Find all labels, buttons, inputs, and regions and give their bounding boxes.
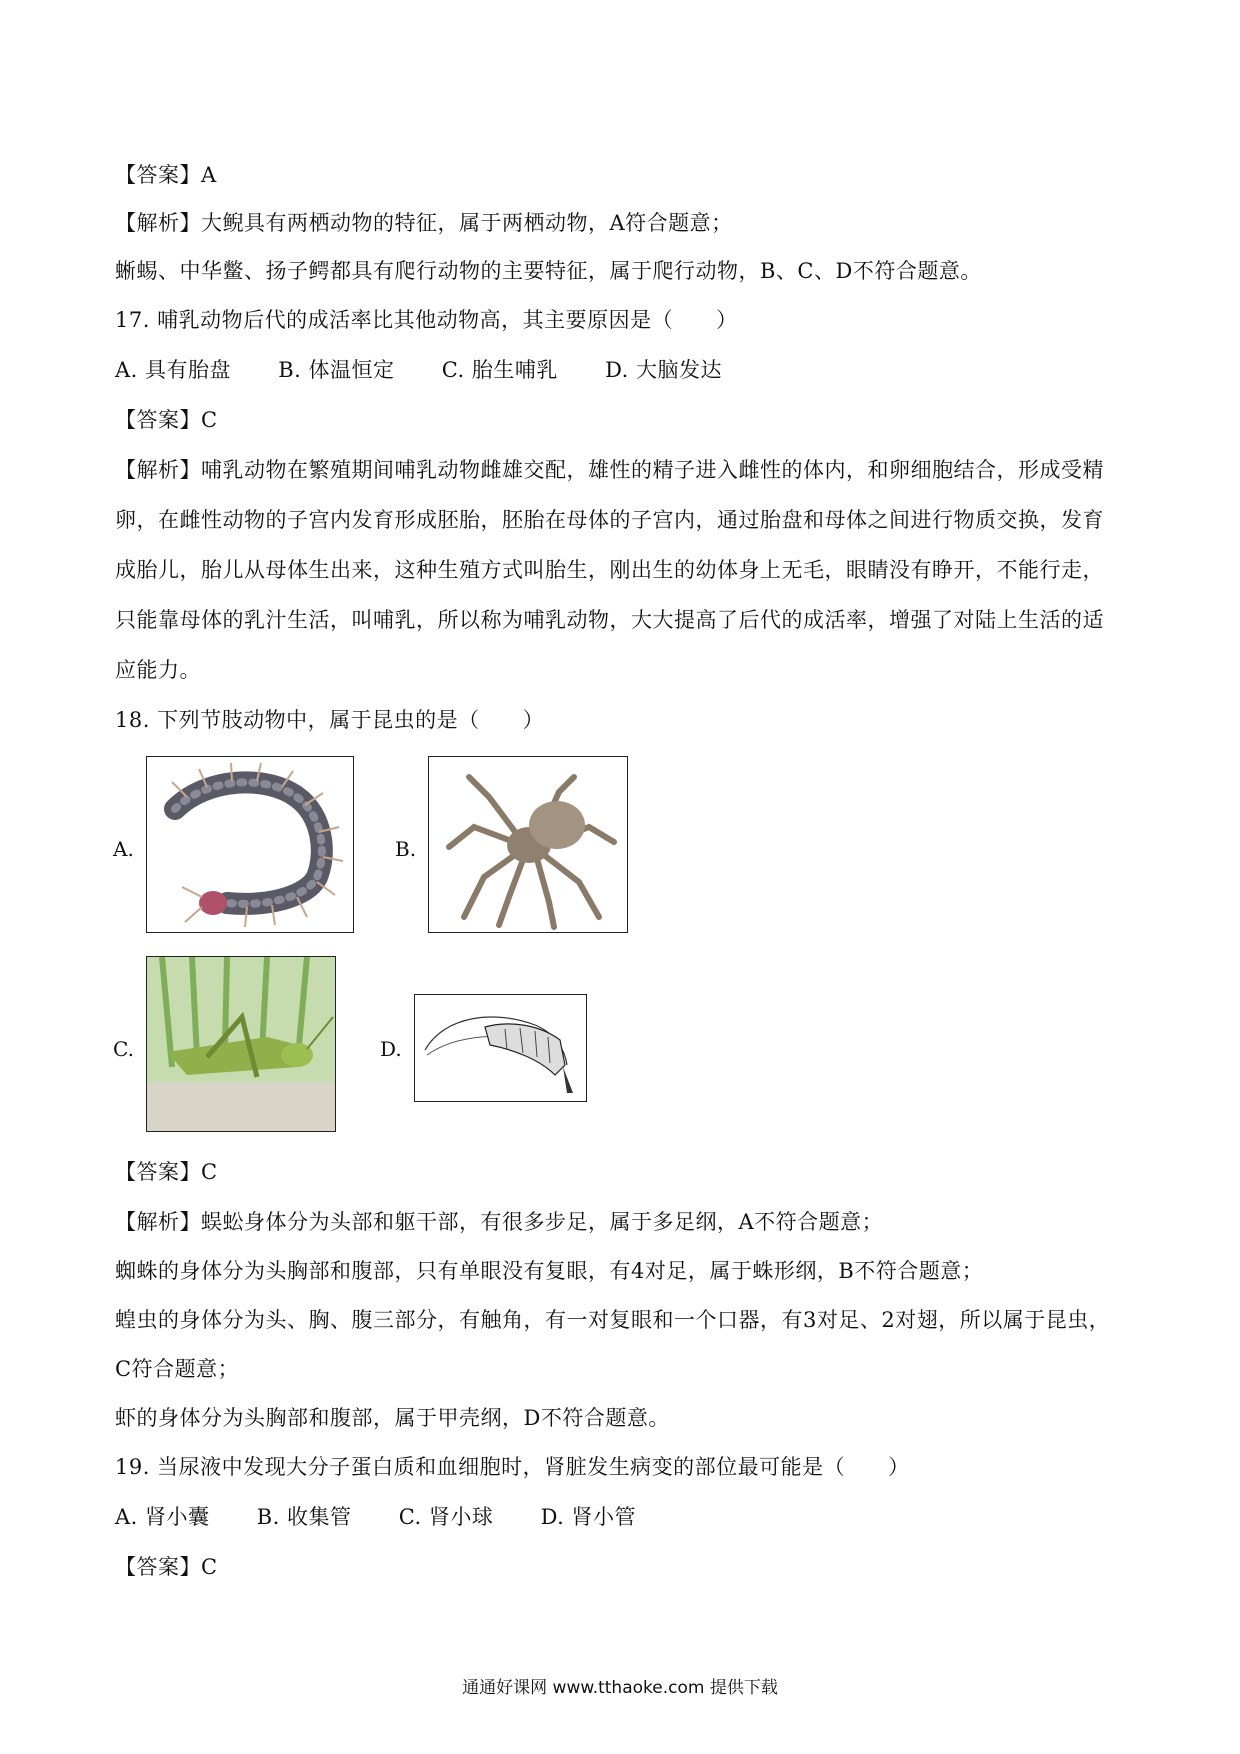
answer-q19: 【答案】C — [115, 1555, 218, 1579]
q17-option-d: D. 大脑发达 — [605, 358, 723, 382]
q19-option-a: A. 肾小囊 — [115, 1505, 210, 1529]
q18-option-b-label: B. — [395, 837, 417, 861]
analysis-q18-line2: 蜘蛛的身体分为头胸部和腹部，只有单眼没有复眼，有4对足，属于蛛形纲，B不符合题意； — [115, 1259, 984, 1283]
answer-q18: 【答案】C — [115, 1160, 218, 1184]
grasshopper-image — [146, 956, 336, 1132]
shrimp-icon — [415, 995, 586, 1101]
analysis-q18-line5: 虾的身体分为头胸部和腹部，属于甲壳纲，D不符合题意。 — [115, 1406, 670, 1430]
question-17-stem: 17. 哺乳动物后代的成活率比其他动物高，其主要原因是（ ） — [115, 308, 738, 332]
q17-option-b: B. 体温恒定 — [278, 358, 395, 382]
analysis-q18-line3: 蝗虫的身体分为头、胸、腹三部分，有触角，有一对复眼和一个口器，有3对足、2对翅，所以属于昆虫， — [115, 1308, 1111, 1332]
q18-option-a-label: A. — [113, 837, 134, 861]
page-footer: 通通好课网 www.tthaoke.com 提供下载 — [462, 1678, 778, 1698]
analysis-q18-line4: C符合题意； — [115, 1357, 240, 1381]
answer-q17: 【答案】C — [115, 408, 218, 432]
q19-option-d: D. 肾小管 — [540, 1505, 637, 1529]
spider-icon — [429, 757, 627, 932]
centipede-image — [146, 756, 354, 933]
analysis-q17-line2: 卵，在雌性动物的子宫内发育形成胚胎，胚胎在母体的子宫内，通过胎盘和母体之间进行物质交换，发育 — [115, 508, 1104, 532]
question-18-stem: 18. 下列节肢动物中，属于昆虫的是（ ） — [115, 708, 545, 732]
spider-image — [428, 756, 628, 933]
analysis-q16-line2: 蜥蜴、中华鳖、扬子鳄都具有爬行动物的主要特征，属于爬行动物，B、C、D不符合题意。 — [115, 259, 982, 283]
answer-q16: 【答案】A — [115, 163, 217, 187]
analysis-q16-line1: 【解析】大鲵具有两栖动物的特征，属于两栖动物，A符合题意； — [115, 211, 733, 235]
shrimp-image — [414, 994, 587, 1102]
analysis-q17-line1: 【解析】哺乳动物在繁殖期间哺乳动物雌雄交配，雄性的精子进入雌性的体内，和卵细胞结合，形成受精 — [115, 458, 1104, 482]
question-19-options — [115, 1502, 676, 1532]
q17-option-c: C. 胎生哺乳 — [441, 358, 558, 382]
q17-option-a: A. 具有胎盘 — [115, 358, 232, 382]
q19-option-c: C. 肾小球 — [398, 1505, 494, 1529]
analysis-q17-line3: 成胎儿，胎儿从母体生出来，这种生殖方式叫胎生，刚出生的幼体身上无毛，眼睛没有睁开，不能行走， — [115, 558, 1104, 582]
analysis-q17-line5: 应能力。 — [115, 658, 201, 682]
analysis-q18-line1: 【解析】蜈蚣身体分为头部和躯干部，有很多步足，属于多足纲，A不符合题意； — [115, 1210, 884, 1234]
q18-option-c-label: C. — [113, 1037, 134, 1061]
analysis-q17-line4: 只能靠母体的乳汁生活，叫哺乳，所以称为哺乳动物，大大提高了后代的成活率，增强了对陆上生活的适 — [115, 608, 1104, 632]
q19-option-b: B. 收集管 — [256, 1505, 352, 1529]
grasshopper-icon — [147, 957, 335, 1131]
question-19-stem: 19. 当尿液中发现大分子蛋白质和血细胞时，肾脏发生病变的部位最可能是（ ） — [115, 1455, 910, 1479]
centipede-icon — [147, 757, 353, 932]
q18-option-d-label: D. — [380, 1037, 402, 1061]
question-17-options — [115, 355, 762, 385]
